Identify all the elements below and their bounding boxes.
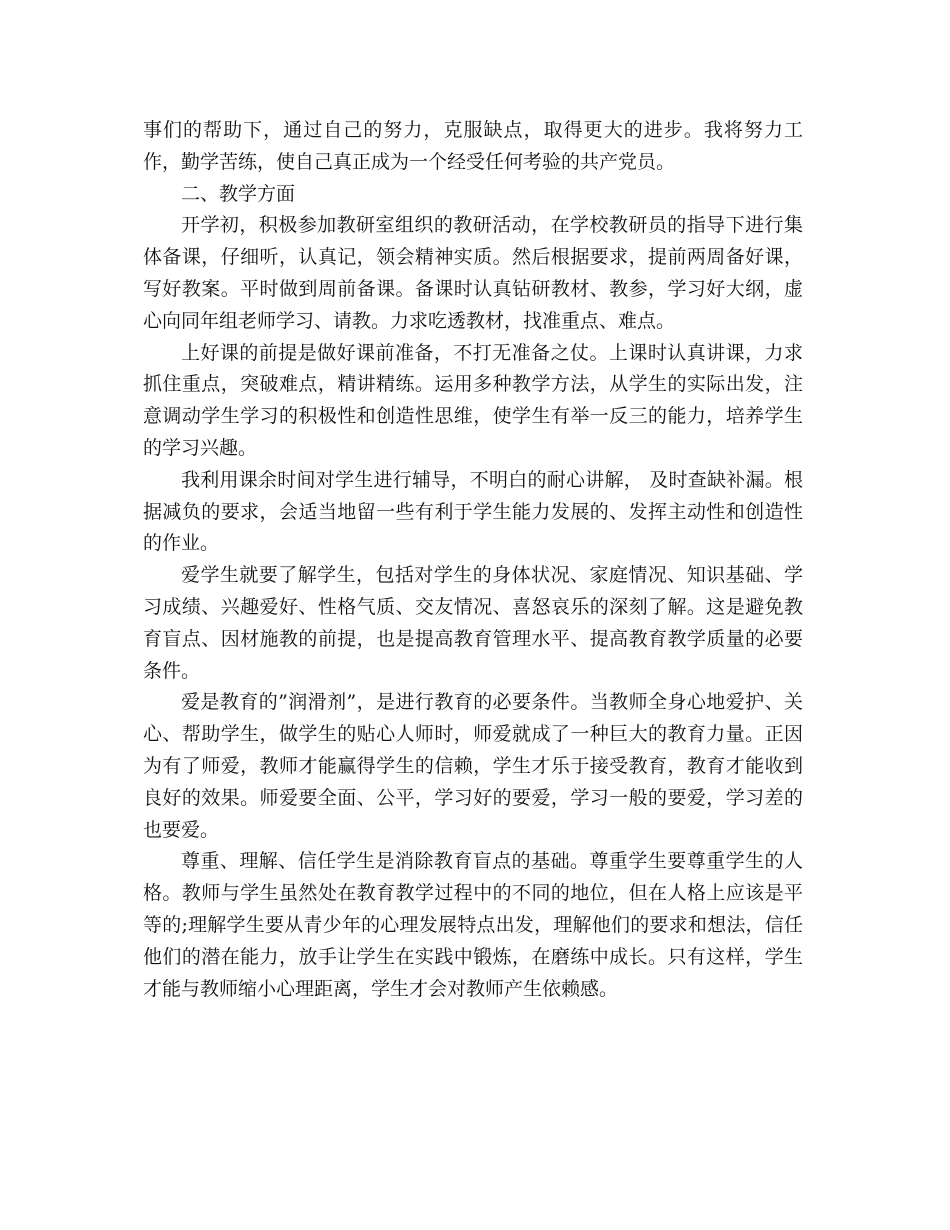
section-heading: 二、教学方面 (181, 182, 296, 205)
paragraph-teacher-love: 爱是教育的”润滑剂”，是进行教育的必要条件。当教师全身心地爱护、关心、帮助学生，做学生的贴心人师时，师爱就成了一种巨大的教育力量。正因为有了师爱，教师才能赢得学生的信赖，学生才乐于接受教育，教育才能收到良好的效果。师爱要全面、公平，学习好的要爱，学习一般的要爱，学习差的也要爱。 (143, 691, 803, 841)
document-body (143, 115, 803, 1005)
paragraph-understanding-students: 爱学生就要了解学生，包括对学生的身体状况、家庭情况、知识基础、学习成绩、兴趣爱好、性格气质、交友情况、喜怒哀乐的深刻了解。这是避免教育盲点、因材施教的前提，也是提高教育管理水平、提高教育教学质量的必要条件。 (143, 564, 803, 682)
paragraph-tutoring: 我利用课余时间对学生进行辅导，不明白的耐心讲解， 及时查缺补漏。根据减负的要求，会适当地留一些有利于学生能力发展的、发挥主动性和创造性的作业。 (143, 468, 803, 555)
paragraph-lesson-preparation: 开学初，积极参加教研室组织的教研活动，在学校教研员的指导下进行集体备课，仔细听，认真记，领会精神实质。然后根据要求，提前两周备好课，写好教案。平时做到周前备课。备课时认真钻研教材、教参，学习好大纲，虚心向同年组老师学习、请教。力求吃透教材，找准重点、难点。 (143, 214, 803, 332)
paragraph-respect-students: 尊重、理解、信任学生是消除教育盲点的基础。尊重学生要尊重学生的人格。教师与学生虽然处在教育教学过程中的不同的地位，但在人格上应该是平等的;理解学生要从青少年的心理发展特点出发，理解他们的要求和想法，信任他们的潜在能力，放手让学生在实践中锻炼，在磨练中成长。只有这样，学生才能与教师缩小心理距离，学生才会对教师产生依赖感。 (143, 850, 803, 1000)
paragraph-continuation: 事们的帮助下，通过自己的努力，克服缺点，取得更大的进步。我将努力工作，勤学苦练，使自己真正成为一个经受任何考验的共产党员。 (143, 119, 803, 173)
paragraph-classroom-teaching: 上好课的前提是做好课前准备，不打无准备之仗。上课时认真讲课，力求抓住重点，突破难点，精讲精练。运用多种教学方法，从学生的实际出发，注意调动学生学习的积极性和创造性思维，使学生有举一反三的能力，培养学生的学习兴趣。 (143, 341, 803, 459)
